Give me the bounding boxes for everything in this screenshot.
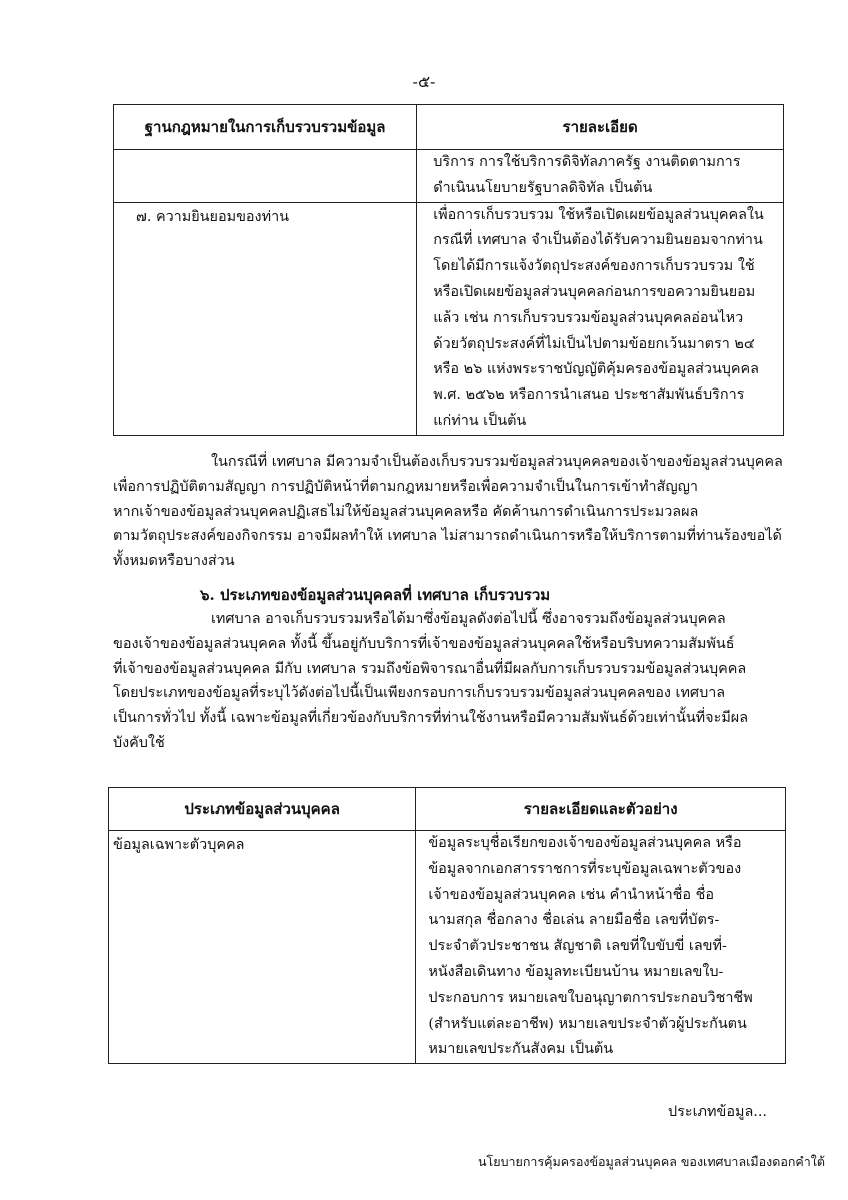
text-line: เพื่อการปฏิบัติตามสัญญา การปฏิบัติหน้าที่ตามกฎหมายหรือเพื่อความจำเป็นในการเข้าทำสัญญา <box>113 478 698 495</box>
table-row <box>109 831 786 1064</box>
text-line: เพื่อการเก็บรวบรวม ใช้หรือเปิดเผยข้อมูลส่วนบุคคลใน <box>433 206 764 223</box>
text-line: ดำเนินนโยบายรัฐบาลดิจิทัล เป็นต้น <box>433 179 653 196</box>
text-line: แล้ว เช่น การเก็บรวบรวมข้อมูลส่วนบุคคลอ่อนไหว <box>433 309 744 326</box>
text-line: หากเจ้าของข้อมูลส่วนบุคคลปฏิเสธไม่ให้ข้อมูลส่วนบุคคลหรือ คัดค้านการดำเนินการประมวลผล <box>113 503 699 520</box>
details-cell <box>417 202 784 435</box>
text-line: หรือ ๒๖ แห่งพระราชบัญญัติคุ้มครองข้อมูลส่วนบุคคล <box>433 361 759 378</box>
data-type-cell: ข้อมูลเฉพาะตัวบุคคล <box>109 831 416 1064</box>
legal-basis-table <box>113 104 784 436</box>
text-line: ตามวัตถุประสงค์ของกิจกรรม อาจมีผลทำให้ เทศบาล ไม่สามารถดำเนินการหรือให้บริการตามที่ท่านร้องขอได้ <box>113 528 782 545</box>
text-line: โดยได้มีการแจ้งวัตถุประสงค์ของการเก็บรวบรวม ใช้ <box>433 258 755 275</box>
text-line: ในกรณีที่ เทศบาล มีความจำเป็นต้องเก็บรวบรวมข้อมูลส่วนบุคคลของเจ้าของข้อมูลส่วนบุคคล <box>211 454 783 470</box>
page-number: -๕- <box>412 72 436 91</box>
details-cell <box>416 831 786 1064</box>
text-line: หรือเปิดเผยข้อมูลส่วนบุคคลก่อนการขอความยินยอม <box>433 283 756 300</box>
text-line: ข้อมูลจากเอกสารราชการที่ระบุข้อมูลเฉพาะตัวของ <box>428 860 742 877</box>
text-line: ที่เจ้าของข้อมูลส่วนบุคคล มีกับ เทศบาล รวมถึงข้อพิจารณาอื่นที่มีผลกับการเก็บรวบรวมข้อมูลส่วนบุคคล <box>113 660 747 677</box>
text-line: หนังสือเดินทาง ข้อมูลทะเบียนบ้าน หมายเลขใบ- <box>428 963 724 980</box>
text-line: บังคับใช้ <box>113 734 165 751</box>
text-line: ประจำตัวประชาชน สัญชาติ เลขที่ใบขับขี่ เลขที่- <box>428 938 727 955</box>
text-line: หมายเลขประกันสังคม เป็นต้น <box>428 1041 614 1058</box>
text-line: โดยประเภทของข้อมูลที่ระบุไว้ดังต่อไปนี้เป็นเพียงกรอบการเก็บรวบรวมข้อมูลส่วนบุคคลของ เทศบาล <box>113 685 726 702</box>
basis-cell: ๗. ความยินยอมของท่าน <box>114 202 417 435</box>
header-data-type: ประเภทข้อมูลส่วนบุคคล <box>109 788 416 831</box>
section-heading: ๖. ประเภทของข้อมูลส่วนบุคคลที่ เทศบาล เก็บรวบรวม <box>200 586 551 604</box>
header-details-examples: รายละเอียดและตัวอย่าง <box>416 788 786 831</box>
text-line: เจ้าของข้อมูลส่วนบุคคล เช่น คำนำหน้าชื่อ ชื่อ <box>428 886 715 903</box>
text-line: ประกอบการ หมายเลขใบอนุญาตการประกอบวิชาชีพ <box>428 989 753 1006</box>
text-line: พ.ศ. ๒๕๖๒ หรือการนำเสนอ ประชาสัมพันธ์บริการ <box>433 387 745 404</box>
text-line: บริการ การใช้บริการดิจิทัลภาครัฐ งานติดตามการ <box>433 154 741 170</box>
text-line: (สำหรับแต่ละอาชีพ) หมายเลขประจำตัวผู้ประกันตน <box>428 1015 747 1032</box>
text-line: ข้อมูลระบุชื่อเรียกของเจ้าของข้อมูลส่วนบุคคล หรือ <box>428 835 742 851</box>
text-line: เทศบาล อาจเก็บรวบรวมหรือได้มาซึ่งข้อมูลดังต่อไปนี้ ซึ่งอาจรวมถึงข้อมูลส่วนบุคคล <box>211 611 726 627</box>
text-line: ทั้งหมดหรือบางส่วน <box>113 553 235 570</box>
table-row <box>114 150 784 203</box>
header-details: รายละเอียด <box>417 105 784 150</box>
details-cell <box>417 150 784 203</box>
paragraph-data-types <box>113 607 793 756</box>
text-line: แก่ท่าน เป็นต้น <box>433 412 527 429</box>
empty-cell <box>114 150 417 203</box>
table-header-row <box>114 105 784 150</box>
text-line: นามสกุล ชื่อกลาง ชื่อเล่น ลายมือชื่อ เลขที่บัตร- <box>428 912 720 929</box>
personal-data-types-table <box>108 787 786 1064</box>
next-page-cue: ประเภทข้อมูล... <box>668 1104 767 1120</box>
text-line: ด้วยวัตถุประสงค์ที่ไม่เป็นไปตามข้อยกเว้นมาตรา ๒๔ <box>433 335 755 352</box>
table-header-row <box>109 788 786 831</box>
text-line: เป็นการทั่วไป ทั้งนี้ เฉพาะข้อมูลที่เกี่ยวข้องกับบริการที่ท่านใช้งานหรือมีความสัมพันธ์ด้วยเท่านั้นที่จะมีผล <box>113 710 749 727</box>
table-row <box>114 202 784 435</box>
text-line: ของเจ้าของข้อมูลส่วนบุคคล ทั้งนี้ ขึ้นอยู่กับบริการที่เจ้าของข้อมูลส่วนบุคคลใช้หรือบริบทความสัมพันธ์ <box>113 635 735 652</box>
page-footer: นโยบายการคุ้มครองข้อมูลส่วนบุคคล ของเทศบาลเมืองดอกคำใต้ <box>478 1154 826 1169</box>
header-legal-basis: ฐานกฎหมายในการเก็บรวบรวมข้อมูล <box>114 105 417 150</box>
paragraph-consent-refusal <box>113 450 793 574</box>
text-line: กรณีที่ เทศบาล จำเป็นต้องได้รับความยินยอมจากท่าน <box>433 232 763 249</box>
